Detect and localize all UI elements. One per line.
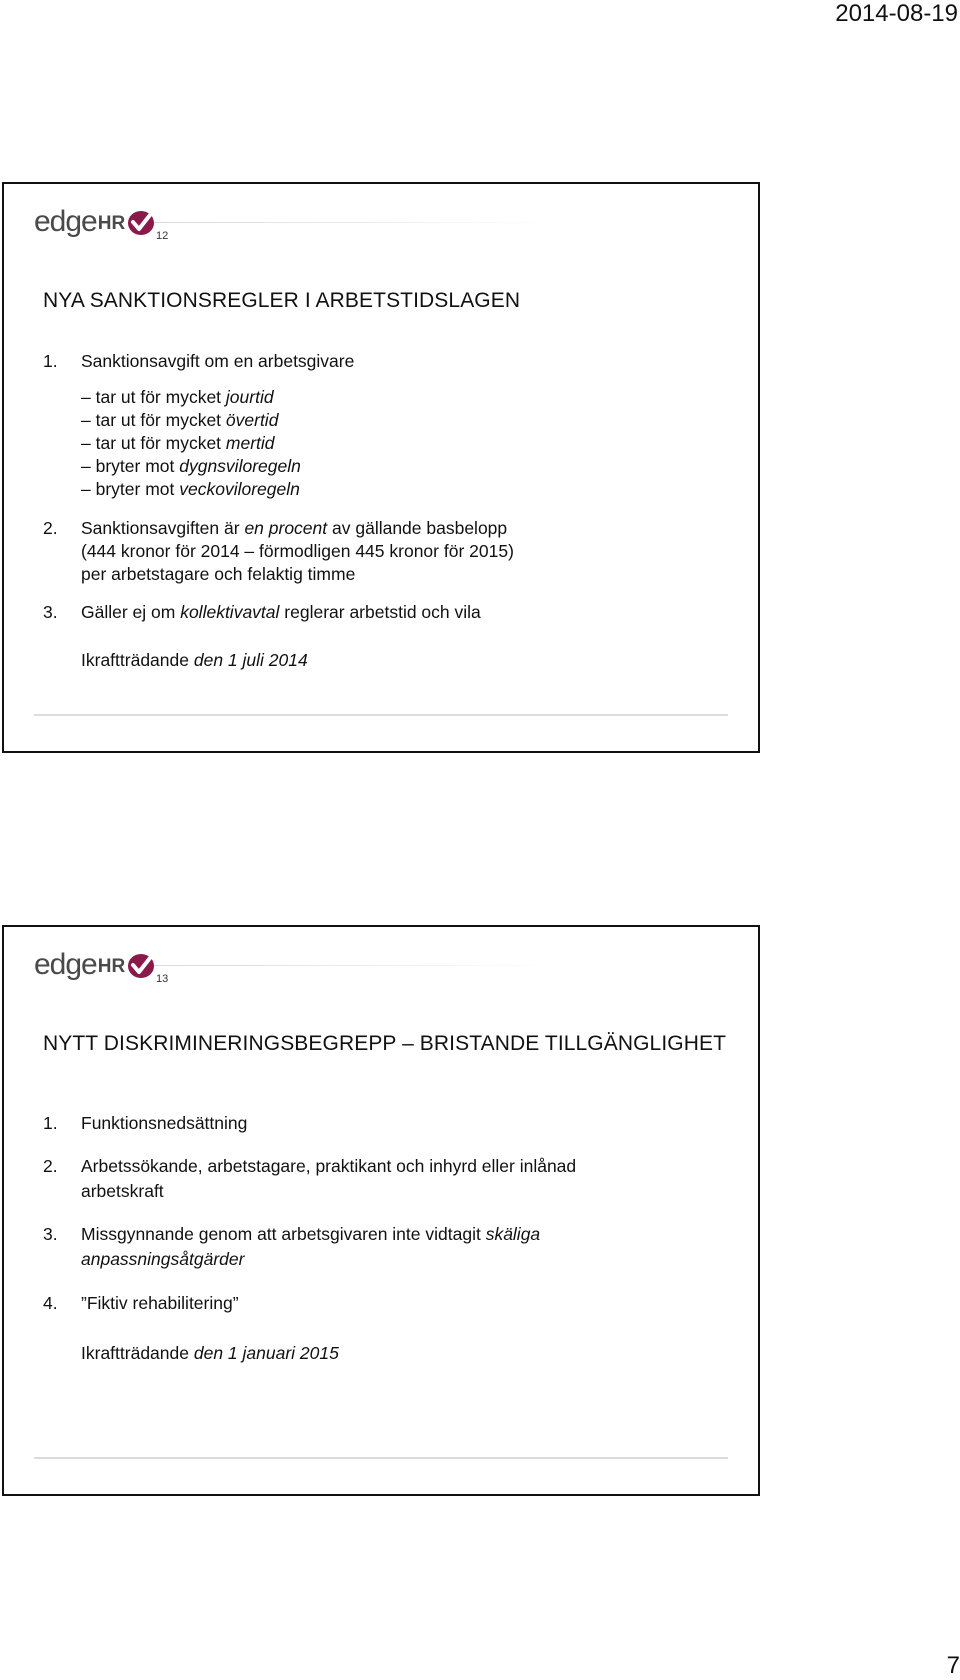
list-number: 4. [43,1293,58,1313]
list-number: 1. [43,351,58,371]
sub-item: – bryter mot dygnsviloregeln [81,456,301,476]
list-item-line: arbetskraft [81,1181,164,1201]
checkmark-logo-icon [127,953,155,979]
header-rule [154,222,554,223]
footer-rule [34,1457,728,1459]
effective-date: Ikraftträdande den 1 juli 2014 [81,650,308,670]
list-item: Sanktionsavgiften är en procent av gällande basbelopp [81,518,508,538]
list-number: 2. [43,518,58,538]
effective-date: Ikraftträdande den 1 januari 2015 [81,1343,339,1363]
list-item: Funktionsnedsättning [81,1113,248,1133]
list-number: 3. [43,602,58,622]
sub-item: – tar ut för mycket mertid [81,433,275,453]
edgehr-logo: edge HR [34,947,155,983]
slide-title: NYTT DISKRIMINERINGSBEGREPP – BRISTANDE TILLGÄNGLIGHET [43,1032,726,1055]
page-number: 7 [946,1652,960,1679]
header-rule [154,965,554,966]
slide-number: 12 [156,230,169,242]
sub-item: – tar ut för mycket jourtid [81,387,274,407]
list-item: Missgynnande genom att arbetsgivaren inte vidtagit skäliga [81,1224,541,1244]
sub-item: – bryter mot veckoviloregeln [81,479,300,499]
list-number: 1. [43,1113,58,1133]
slide-title: NYA SANKTIONSREGLER I ARBETSTIDSLAGEN [43,289,521,312]
list-item: Gäller ej om kollektivavtal reglerar arbetstid och vila [81,602,481,622]
list-number: 2. [43,1156,58,1176]
slide-number: 13 [156,973,169,985]
edgehr-logo: edge HR [34,204,155,240]
list-number: 3. [43,1224,58,1244]
slide-12 [2,182,760,753]
list-item-line: (444 kronor för 2014 – förmodligen 445 kronor för 2015) [81,541,514,561]
footer-rule [34,714,728,716]
list-item-line: anpassningsåtgärder [81,1249,245,1269]
list-item: Arbetssökande, arbetstagare, praktikant och inhyrd eller inlånad [81,1156,577,1176]
page-date: 2014-08-19 [835,0,958,27]
list-item: Sanktionsavgift om en arbetsgivare [81,351,355,371]
sub-item: – tar ut för mycket övertid [81,410,279,430]
checkmark-logo-icon [127,210,155,236]
slide-13 [2,925,760,1496]
list-item: ”Fiktiv rehabilitering” [81,1293,239,1313]
list-item-line: per arbetstagare och felaktig timme [81,564,356,584]
